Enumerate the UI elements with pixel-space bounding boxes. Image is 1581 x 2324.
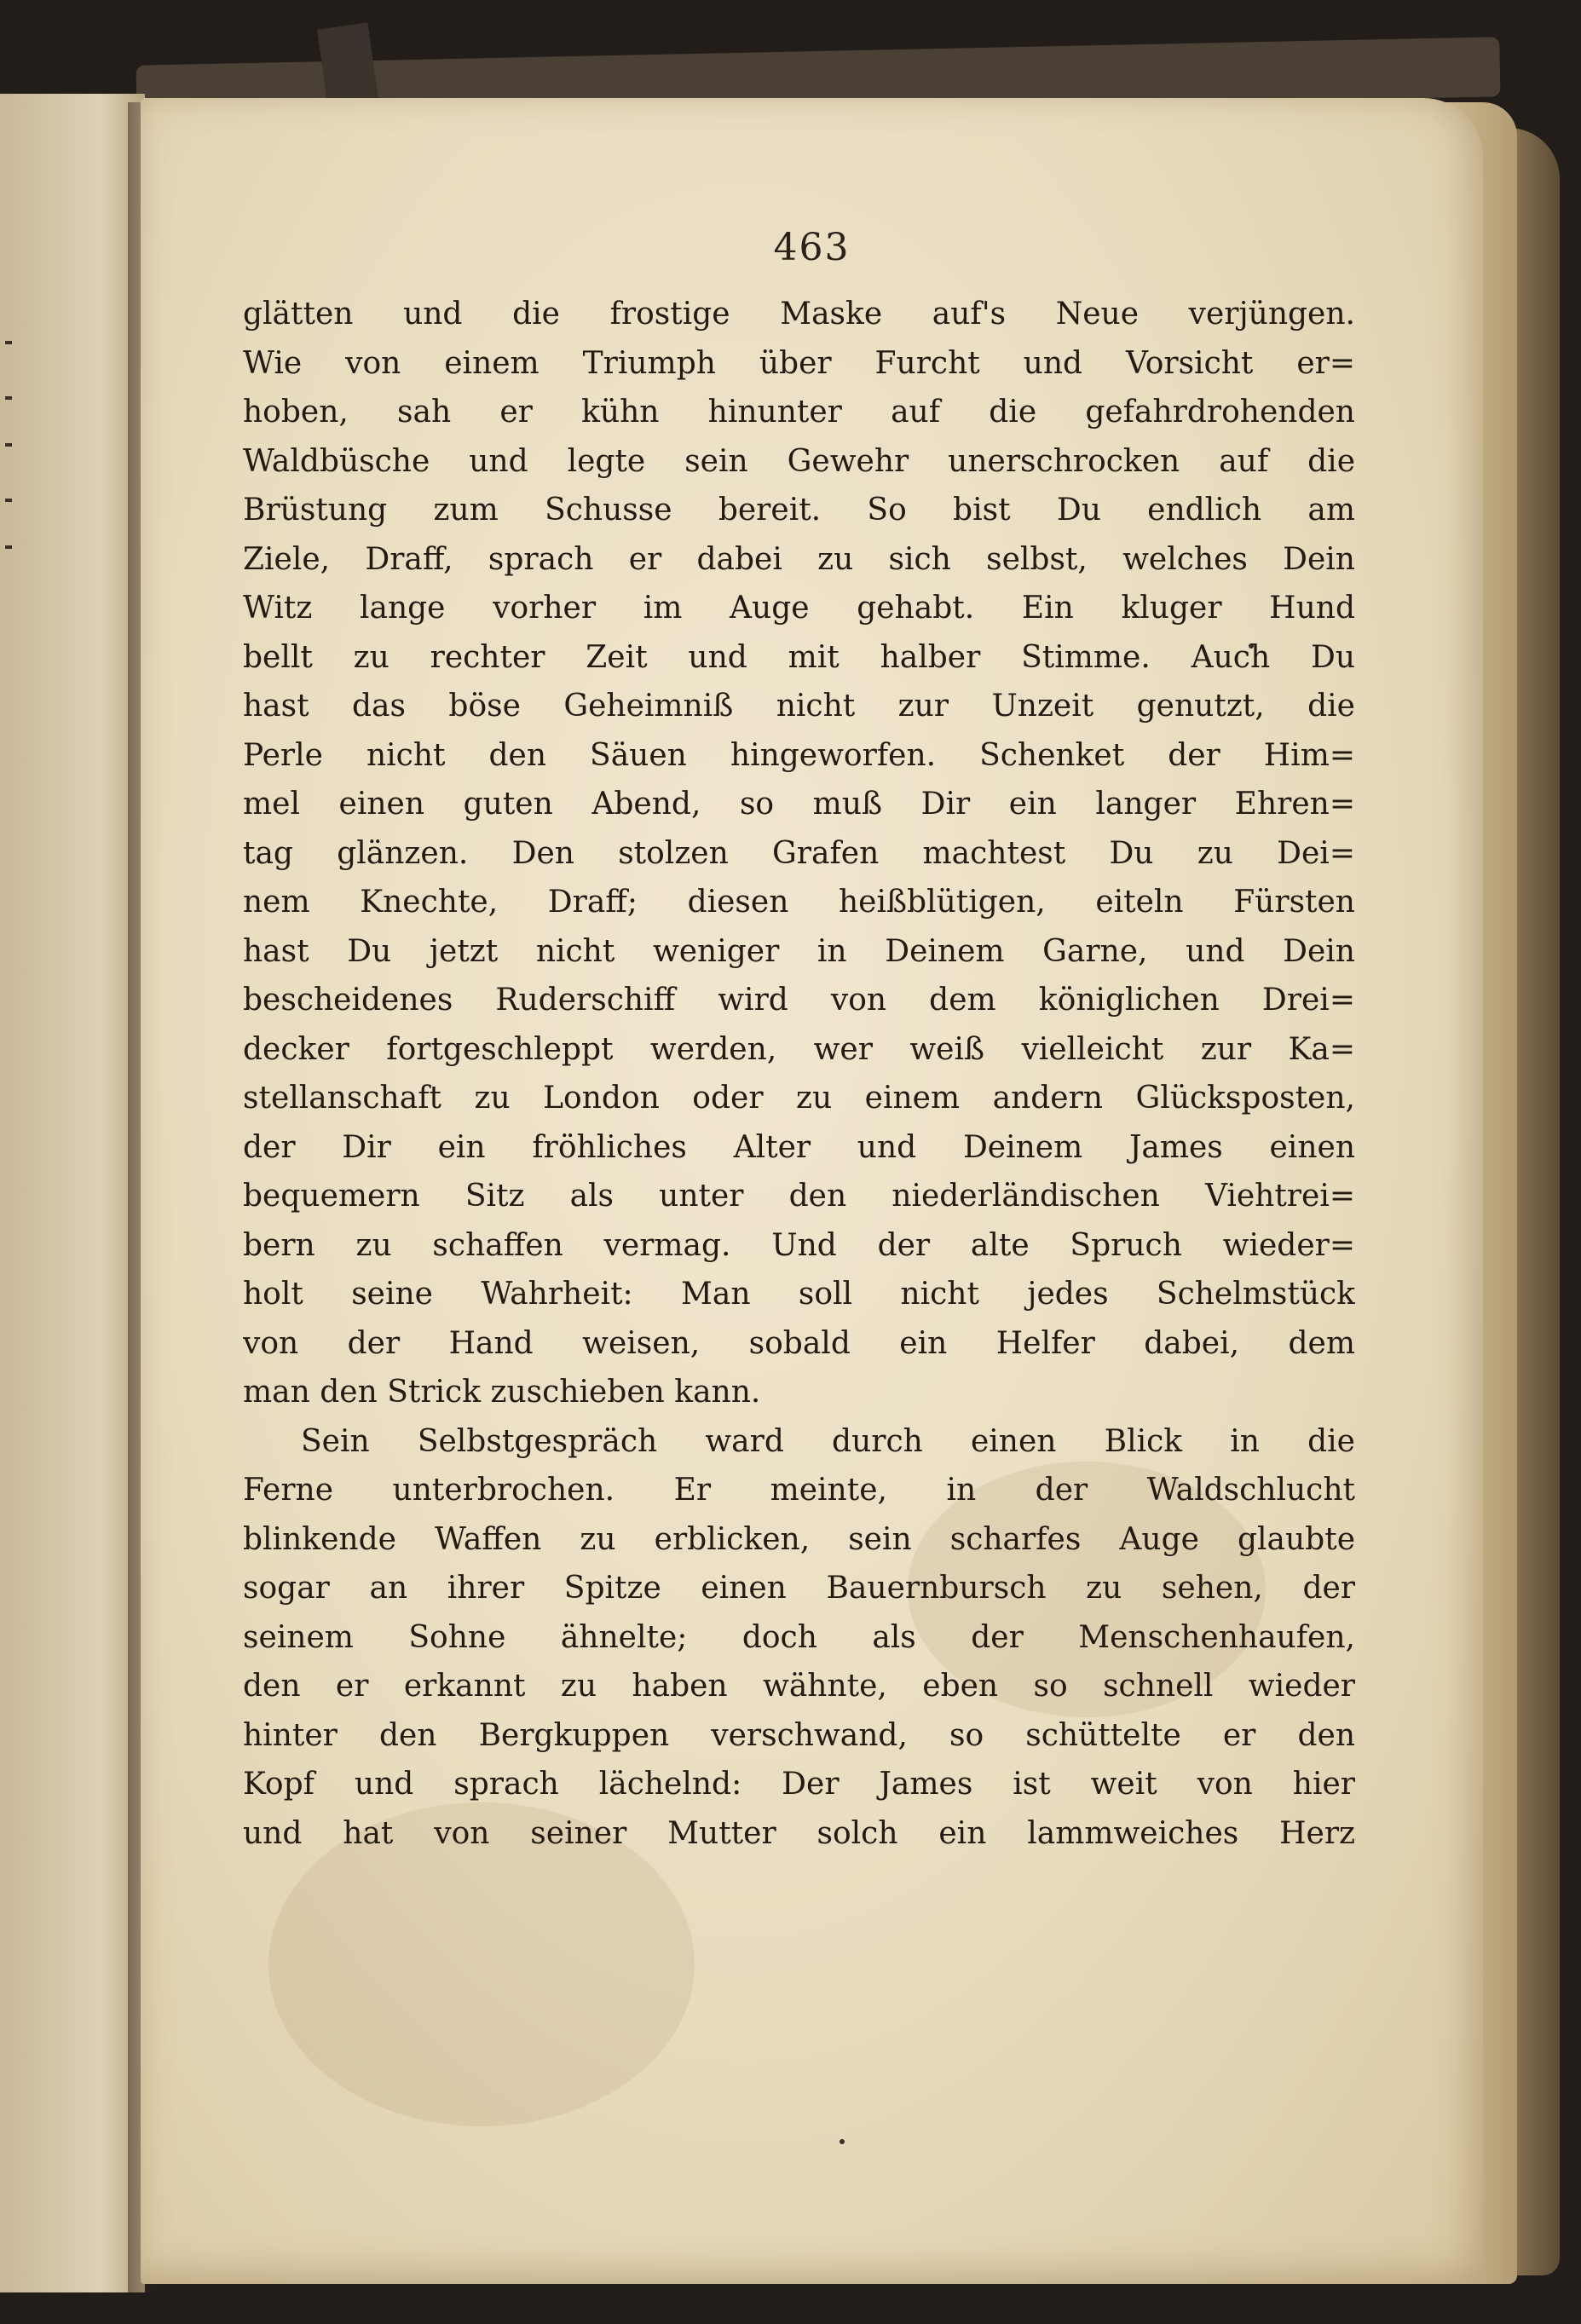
facing-page [0, 94, 145, 2292]
book-page [141, 98, 1483, 2284]
text-line: hast Du jetzt nicht weniger in Deinem Garne, und Dein [243, 933, 1355, 969]
text-line: Kopf und sprach lächelnd: Der James ist weit von hier [243, 1767, 1355, 1802]
facing-page-mark [5, 396, 12, 400]
text-line: und hat von seiner Mutter solch ein lammweiches Herz [243, 1815, 1355, 1851]
text-line: den er erkannt zu haben wähnte, eben so schnell wieder [243, 1669, 1355, 1704]
text-line: Witz lange vorher im Auge gehabt. Ein kluger Hund [243, 591, 1355, 626]
text-line: Perle nicht den Säuen hingeworfen. Schenket der Him= [243, 737, 1355, 773]
text-line: blinkende Waffen zu erblicken, sein scharfes Auge glaubte [243, 1521, 1355, 1557]
text-line: von der Hand weisen, sobald ein Helfer dabei, dem [243, 1325, 1355, 1361]
text-line: Brüstung zum Schusse bereit. So bist Du endlich am [243, 493, 1355, 528]
text-line: bescheidenes Ruderschiff wird von dem königlichen Drei= [243, 983, 1355, 1018]
text-line: bellt zu rechter Zeit und mit halber Stimme. Auch Du [243, 639, 1355, 675]
page-text [243, 290, 1355, 1858]
text-line: stellanschaft zu London oder zu einem andern Glücksposten, [243, 1081, 1355, 1116]
text-line: Ziele, Draff, sprach er dabei zu sich selbst, welches Dein [243, 541, 1355, 577]
facing-page-mark [5, 341, 12, 344]
text-line: bern zu schaffen vermag. Und der alte Spruch wieder= [243, 1227, 1355, 1263]
text-line: holt seine Wahrheit: Man soll nicht jedes Schelmstück [243, 1277, 1355, 1312]
text-line: nem Knechte, Draff; diesen heißblütigen, eiteln Fürsten [243, 885, 1355, 920]
text-line: Sein Selbstgespräch ward durch einen Blick in die [301, 1423, 1355, 1459]
text-line: der Dir ein fröhliches Alter und Deinem James einen [243, 1129, 1355, 1165]
text-line: sogar an ihrer Spitze einen Bauernbursch zu sehen, der [243, 1571, 1355, 1606]
text-line: glätten und die frostige Maske auf's Neue verjüngen. [243, 297, 1355, 332]
facing-page-mark [5, 443, 12, 447]
text-line: hoben, sah er kühn hinunter auf die gefahrdrohenden [243, 395, 1355, 430]
text-line: Wie von einem Triumph über Furcht und Vorsicht er= [243, 345, 1355, 381]
text-line: Waldbüsche und legte sein Gewehr unerschrocken auf die [243, 443, 1355, 479]
text-line: tag glänzen. Den stolzen Grafen machtest Du zu Dei= [243, 835, 1355, 871]
facing-page-mark [5, 545, 12, 549]
ink-speck [840, 2139, 845, 2144]
text-line: mel einen guten Abend, so muß Dir ein langer Ehren= [243, 787, 1355, 822]
paragraph [243, 1417, 1355, 1859]
text-line: hinter den Bergkuppen verschwand, so schüttelte er den [243, 1717, 1355, 1753]
text-line: seinem Sohne ähnelte; doch als der Menschenhaufen, [243, 1619, 1355, 1655]
text-line: man den Strick zuschieben kann. [243, 1375, 761, 1410]
facing-page-mark [5, 499, 12, 502]
text-line: decker fortgeschleppt werden, wer weiß vielleicht zur Ka= [243, 1031, 1355, 1067]
page-number: 463 [773, 226, 851, 269]
paragraph [243, 290, 1355, 1417]
text-line: bequemern Sitz als unter den niederländischen Viehtrei= [243, 1179, 1355, 1214]
text-line: hast das böse Geheimniß nicht zur Unzeit genutzt, die [243, 689, 1355, 724]
text-line: Ferne unterbrochen. Er meinte, in der Waldschlucht [243, 1473, 1355, 1508]
